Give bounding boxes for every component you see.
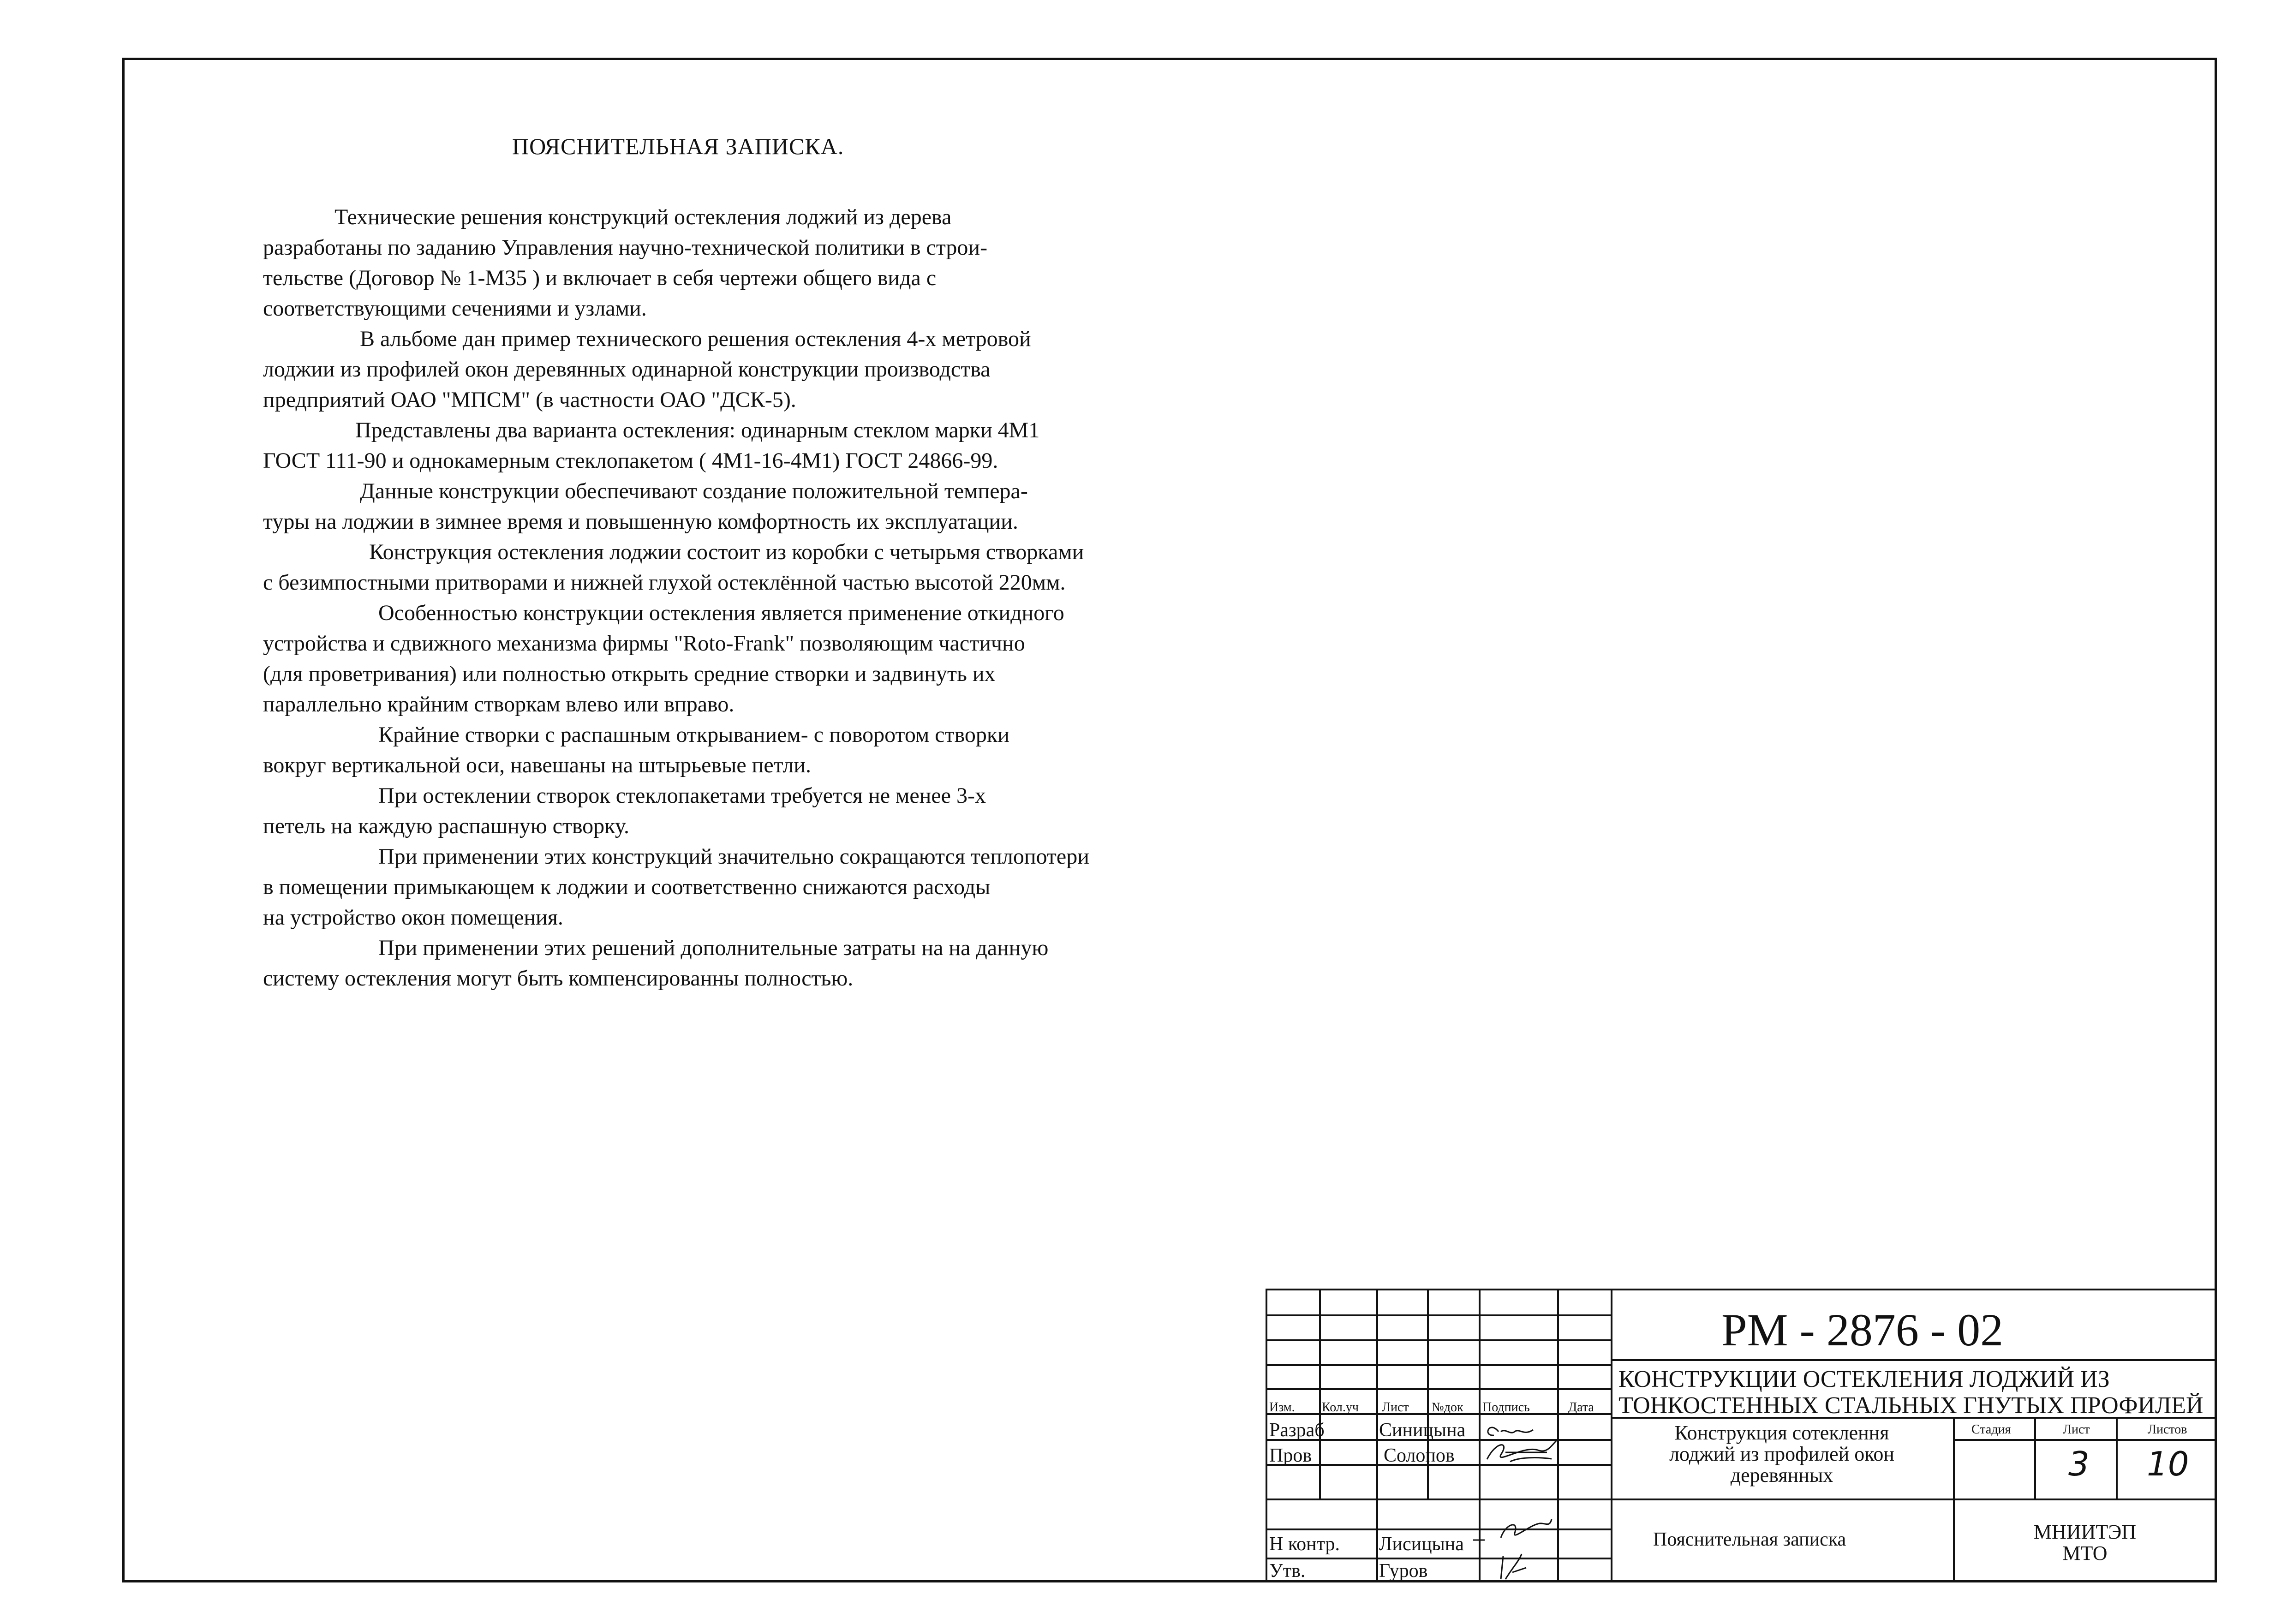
stamp-grid-line <box>1953 1439 2217 1441</box>
stamp-grid-line <box>1427 1289 1429 1499</box>
header-list: Лист <box>1382 1400 1409 1415</box>
drawing-title <box>1612 1422 1951 1486</box>
text-line: При остеклении створок стеклопакетами требуется не менее 3-х <box>378 783 986 808</box>
role-utv: Утв. <box>1269 1560 1306 1582</box>
stamp-grid-line <box>1557 1289 1559 1582</box>
stamp-grid-line <box>1266 1499 1611 1500</box>
stamp-grid-line <box>1266 1388 1611 1390</box>
object-title-line-1: КОНСТРУКЦИИ ОСТЕКЛЕНИЯ ЛОДЖИЙ ИЗ <box>1618 1366 2110 1392</box>
text-line: петель на каждую распашную створку. <box>263 814 630 838</box>
document-title: ПОЯСНИТЕЛЬНАЯ ЗАПИСКА. <box>512 133 844 159</box>
text-line: тельстве (Договор № 1-М35 ) и включает в себя чертежи общего вида с <box>263 266 937 290</box>
stamp-grid-line <box>2034 1417 2036 1499</box>
header-podpis: Подпись <box>1482 1400 1530 1415</box>
header-ndok: №док <box>1432 1400 1463 1415</box>
name-razrab: Синицына <box>1379 1420 1466 1441</box>
drawing-title-line-1: Конструкция сотеклення <box>1674 1421 1889 1444</box>
role-prov: Пров <box>1269 1445 1312 1466</box>
text-line: с безимпостными притворами и нижней глухой остеклённой частью высотой 220мм. <box>263 570 1066 595</box>
text-line: вокруг вертикальной оси, навешаны на штырьевые петли. <box>263 753 812 777</box>
text-line: Представлены два варианта остекления: одинарным стеклом марки 4М1 <box>355 418 1040 442</box>
text-line: Данные конструкции обеспечивают создание положительной темпера- <box>360 479 1028 503</box>
text-line: на устройство окон помещения. <box>263 905 563 930</box>
text-line: Особенностью конструкции остекления является применение откидного <box>378 601 1064 625</box>
paragraph-5 <box>263 537 1232 598</box>
sheets-label: Листов <box>2148 1422 2187 1437</box>
stamp-grid-line <box>1376 1289 1378 1582</box>
text-line: (для проветривания) или полностью открыть средние створки и задвинуть их <box>263 662 996 686</box>
stamp-left-border <box>1266 1289 1267 1582</box>
stamp-grid-line <box>1266 1558 1611 1559</box>
drawing-title-line-2: лоджий из профилей окон <box>1669 1443 1894 1465</box>
stamp-grid-line <box>1319 1289 1321 1499</box>
text-line: устройства и сдвижного механизма фирмы "Roto-Frank" позволяющим частично <box>263 631 1025 656</box>
sheets-value: 10 <box>2147 1445 2189 1483</box>
name-prov: Солопов <box>1384 1445 1455 1466</box>
header-izm: Изм. <box>1269 1400 1295 1415</box>
paragraph-2 <box>263 324 1232 415</box>
signature-utv <box>1487 1547 1542 1582</box>
stamp-grid-line <box>1611 1499 2217 1500</box>
paragraph-7 <box>263 720 1232 781</box>
object-title-line-2: ТОНКОСТЕННЫХ СТАЛЬНЫХ ГНУТЫХ ПРОФИЛЕЙ <box>1618 1392 2203 1419</box>
sheet-label: Лист <box>2063 1422 2090 1437</box>
role-razrab: Разраб <box>1269 1420 1325 1441</box>
role-nkontr: Н контр. <box>1269 1534 1340 1555</box>
text-line: ГОСТ 111-90 и однокамерным стеклопакетом ( 4М1-16-4М1) ГОСТ 24866-99. <box>263 448 998 473</box>
organization-line-1: МНИИТЭП <box>2033 1521 2137 1543</box>
stamp-grid-line <box>1266 1314 1611 1316</box>
text-line: параллельно крайним створкам влево или вправо. <box>263 692 734 716</box>
stamp-grid-line <box>2116 1417 2118 1499</box>
text-line: в помещении примыкающем к лоджии и соответственно снижаются расходы <box>263 875 991 899</box>
text-line: предприятий ОАО "МПСМ" (в частности ОАО "ДСК-5). <box>263 388 796 412</box>
signature-nkontr <box>1469 1515 1556 1547</box>
text-line: При применении этих решений дополнительные затраты на на данную <box>378 936 1049 960</box>
paragraph-10 <box>263 933 1232 994</box>
text-line: соответствующими сечениями и узлами. <box>263 296 647 321</box>
text-line: При применении этих конструкций значительно сокращаются теплопотери <box>378 844 1089 869</box>
stamp-grid-line <box>1611 1359 2217 1361</box>
paragraph-6 <box>263 598 1232 720</box>
paragraph-3 <box>263 415 1232 476</box>
organization <box>1955 1522 2215 1564</box>
document-code: РМ - 2876 - 02 <box>1721 1304 2004 1355</box>
organization-line-2: МТО <box>2062 1542 2108 1564</box>
paragraph-8 <box>263 781 1232 842</box>
signature-prov <box>1482 1436 1561 1469</box>
explanatory-text <box>263 202 1232 994</box>
stamp-grid-line <box>1266 1364 1611 1366</box>
paragraph-4 <box>263 476 1232 537</box>
text-line: В альбоме дан пример технического решения остекления 4-х метровой <box>360 327 1031 351</box>
name-nkontr: Лисицына <box>1379 1534 1464 1555</box>
text-line: лоджии из профилей окон деревянных одинарной конструкции производства <box>263 357 991 382</box>
text-line: систему остекления могут быть компенсированны полностью. <box>263 966 854 991</box>
drawing-title-line-3: деревянных <box>1730 1464 1833 1487</box>
document-name: Пояснительная записка <box>1653 1529 1846 1550</box>
text-line: Крайние створки с распашным открыванием- с поворотом створки <box>378 722 1009 747</box>
text-line: туры на лоджии в зимнее время и повышенную комфортность их эксплуатации. <box>263 509 1018 534</box>
name-utv: Гуров <box>1379 1560 1428 1582</box>
sheet-value: 3 <box>2068 1445 2090 1483</box>
text-line: Технические решения конструкций остекления лоджий из дерева <box>334 205 952 229</box>
paragraph-9 <box>263 842 1232 933</box>
stamp-grid-line <box>1266 1528 1611 1530</box>
stamp-top-border <box>1266 1289 2217 1290</box>
text-line: разработаны по заданию Управления научно-технической политики в строи- <box>263 235 988 260</box>
paragraph-1 <box>263 202 1232 324</box>
title-block <box>1266 1289 2217 1582</box>
text-line: Конструкция остекления лоджии состоит из коробки с четырьмя створками <box>369 540 1084 564</box>
header-kol: Кол.уч <box>1322 1400 1359 1415</box>
header-data: Дата <box>1568 1400 1594 1415</box>
stamp-grid-line <box>1266 1339 1611 1341</box>
stage-label: Стадия <box>1971 1422 2011 1437</box>
